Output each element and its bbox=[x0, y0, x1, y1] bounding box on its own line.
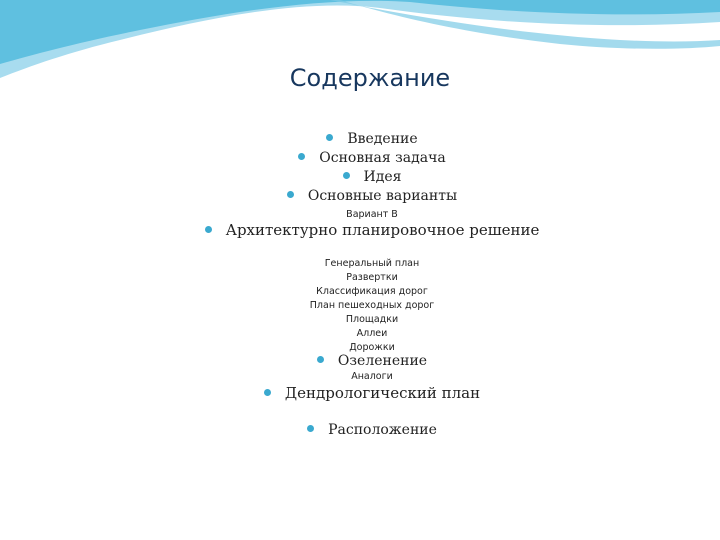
toc-item-landscaping: Озеленение bbox=[0, 353, 720, 369]
toc-subitem-general-plan: Генеральный план bbox=[324, 258, 420, 269]
toc-subitem-road-classification: Классификация дорог bbox=[316, 286, 428, 297]
bullet-icon bbox=[317, 356, 324, 363]
toc-item-location: Расположение bbox=[0, 422, 720, 438]
toc-item-intro: Введение bbox=[0, 131, 720, 147]
toc-item-dendrology: Дендрологический план bbox=[0, 384, 720, 402]
bullet-icon bbox=[205, 226, 212, 233]
toc-subitem-alleys: Аллеи bbox=[356, 328, 388, 339]
toc-subitem-variant-b: Вариант В bbox=[346, 209, 398, 220]
toc-subitem-elevations: Развертки bbox=[346, 272, 398, 283]
bullet-icon bbox=[307, 425, 314, 432]
bullet-icon bbox=[287, 191, 294, 198]
bullet-icon bbox=[264, 389, 271, 396]
toc-item-idea: Идея bbox=[0, 169, 720, 185]
toc-subitem-sites: Площадки bbox=[345, 314, 399, 325]
toc-subitem-paths: Дорожки bbox=[349, 342, 395, 353]
toc-item-variants: Основные варианты bbox=[0, 188, 720, 204]
bullet-icon bbox=[298, 153, 305, 160]
toc-subitem-analogs: Аналоги bbox=[351, 371, 393, 382]
toc-item-architecture: Архитектурно планировочное решение bbox=[0, 221, 720, 239]
bullet-icon bbox=[343, 172, 350, 179]
toc-item-main-task: Основная задача bbox=[0, 150, 720, 166]
slide-title: Содержание bbox=[289, 64, 451, 92]
bullet-icon bbox=[326, 134, 333, 141]
toc-subitem-pedestrian-plan: План пешеходных дорог bbox=[309, 300, 435, 311]
